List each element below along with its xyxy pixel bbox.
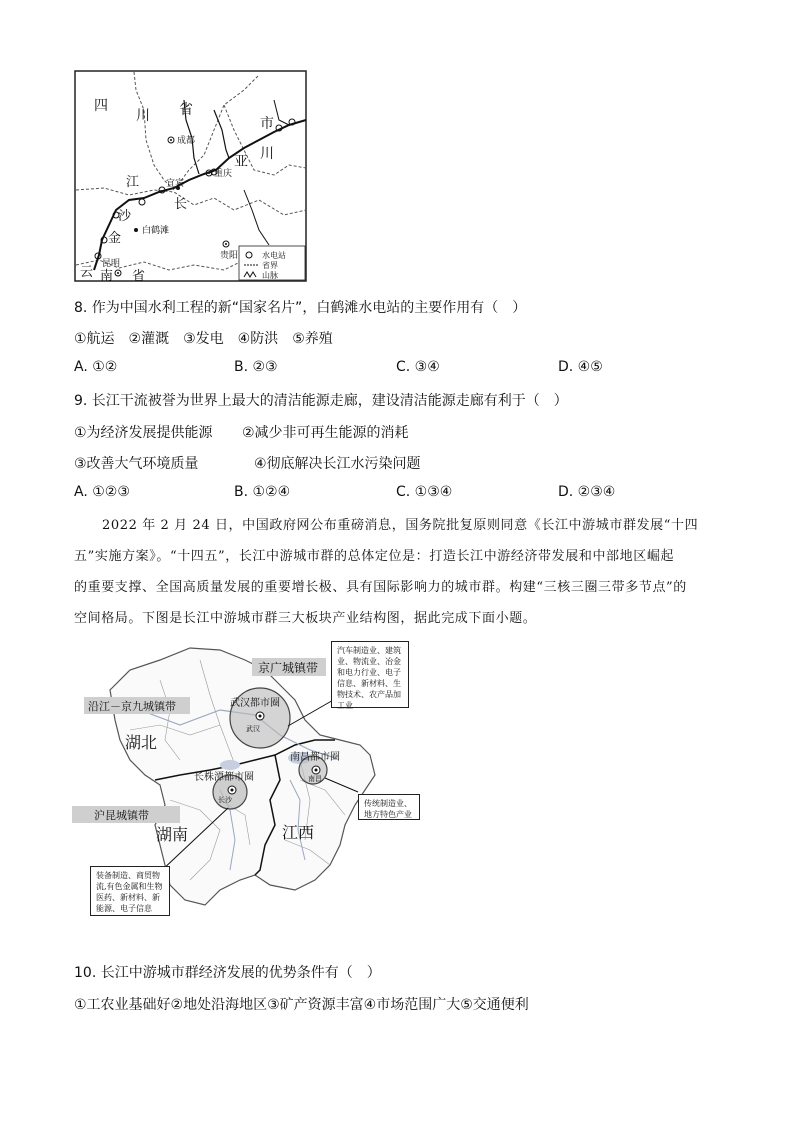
question-9-option-c[interactable]: C. ①③④ bbox=[396, 484, 453, 500]
question-9-item-2: ②减少非可再生能源的消耗 bbox=[242, 425, 409, 441]
city-changsha-label: 长沙 bbox=[218, 796, 232, 804]
question-8-option-c[interactable]: C. ③④ bbox=[396, 359, 440, 375]
callout-nanchang-industries: 传统制造业、地方特色产业 bbox=[358, 794, 420, 820]
question-9-option-d[interactable]: D. ②③④ bbox=[558, 484, 616, 500]
reading-passage bbox=[74, 510, 724, 634]
province-label: 南 bbox=[100, 269, 114, 284]
circle-changzhutan-label: 长株潭都市圈 bbox=[194, 772, 254, 783]
question-9-item-3: ③改善大气环境质量 bbox=[74, 456, 199, 472]
city-label-kunming: 昆明 bbox=[102, 259, 121, 269]
province-hubei-label: 湖北 bbox=[125, 733, 158, 752]
map-legend bbox=[239, 246, 305, 280]
passage-line: 的重要支撑、全国高质量发展的重要增长极、具有国际影响力的城市群。构建“三核三圈三带多节点”的 bbox=[74, 580, 687, 595]
place-label-baihetan: 白鹤滩 bbox=[142, 226, 170, 236]
lake bbox=[220, 760, 240, 770]
question-9-item-1: ①为经济发展提供能源 bbox=[74, 425, 213, 441]
legend-mountain-label: 山脉 bbox=[262, 271, 278, 280]
province-label: 川 bbox=[260, 146, 274, 162]
callout-changsha-industries: 装备制造、商贸物流,有色金属和生物医药、新材料、新能源、电子信息 bbox=[90, 866, 170, 916]
passage-line: 五”实施方案》。“十四五”，长江中游城市群的总体定位是：打造长江中游经济带发展和中部地区崛起 bbox=[74, 549, 675, 564]
band-hukun-label: 沪昆城镇带 bbox=[94, 809, 149, 822]
question-9-stem: 9. 长江干流被誉为世界上最大的清洁能源走廊，建设清洁能源走廊有利于（ ） bbox=[74, 393, 568, 409]
city-nanchang-label: 南昌 bbox=[308, 775, 322, 783]
legend-hydro-label: 水电站 bbox=[262, 251, 286, 260]
circle-nanchang-label: 南昌都市圈 bbox=[290, 752, 340, 763]
province-hunan-label: 湖南 bbox=[156, 825, 189, 844]
province-label: 亚 bbox=[234, 154, 248, 170]
question-8-stem: 8. 作为中国水利工程的新“国家名片”，白鹤滩水电站的主要作用有（ ） bbox=[74, 300, 527, 316]
question-9-option-a[interactable]: A. ①②③ bbox=[74, 484, 130, 500]
province-label: 云 bbox=[80, 265, 94, 280]
city-wuhan-label: 武汉 bbox=[246, 725, 260, 733]
question-8-option-b[interactable]: B. ②③ bbox=[234, 359, 278, 375]
question-8-items: ①航运 ②灌溉 ③发电 ④防洪 ⑤养殖 bbox=[74, 331, 333, 347]
province-label: 省 bbox=[179, 102, 193, 118]
river-label: 长 bbox=[174, 197, 188, 212]
river-label: 江 bbox=[126, 175, 140, 190]
city-label-guiyang: 贵阳 bbox=[220, 251, 239, 261]
province-jiangxi-label: 江西 bbox=[282, 823, 315, 842]
province-label: 市 bbox=[260, 116, 274, 132]
circle-wuhan-label: 武汉都市圈 bbox=[230, 698, 280, 709]
question-10-items: ①工农业基础好②地处沿海地区③矿产资源丰富④市场范围广大⑤交通便利 bbox=[74, 997, 529, 1013]
province-label: 省 bbox=[132, 269, 146, 284]
passage-line: 2022 年 2 月 24 日，中国政府网公布重磅消息，国务院批复原则同意《长江中游城市群发展“十四 bbox=[102, 518, 699, 533]
question-9-option-b[interactable]: B. ①②④ bbox=[234, 484, 291, 500]
river-label: 金 bbox=[108, 231, 122, 246]
question-10-stem: 10. 长江中游城市群经济发展的优势条件有（ ） bbox=[74, 965, 381, 981]
question-8-option-a[interactable]: A. ①② bbox=[74, 359, 118, 375]
river-label: 沙 bbox=[118, 209, 132, 224]
province-label: 四 bbox=[94, 98, 108, 114]
band-yanjiang-label: 沿江－京九城镇带 bbox=[88, 700, 176, 713]
province-label: 川 bbox=[136, 108, 150, 124]
legend-boundary-label: 省界 bbox=[262, 261, 278, 270]
passage-line: 空间格局。下图是长江中游城市群三大板块产业结构图，据此完成下面小题。 bbox=[74, 611, 537, 626]
city-label-chongqing: 重庆 bbox=[214, 169, 233, 179]
band-jingguang-label: 京广城镇带 bbox=[258, 661, 319, 675]
question-9-item-4: ④彻底解决长江水污染问题 bbox=[254, 456, 421, 472]
question-8-option-d[interactable]: D. ④⑤ bbox=[558, 359, 603, 375]
yangtze-upper-map bbox=[74, 70, 308, 284]
callout-wuhan-industries: 汽车制造业、建筑业、物流业、冶金和电力行业、电子信息、新材料、生物技术、农产品加工业 bbox=[331, 641, 409, 708]
city-label-chengdu: 成都 bbox=[177, 136, 196, 146]
city-label-yibin: 宜宾 bbox=[166, 179, 185, 189]
